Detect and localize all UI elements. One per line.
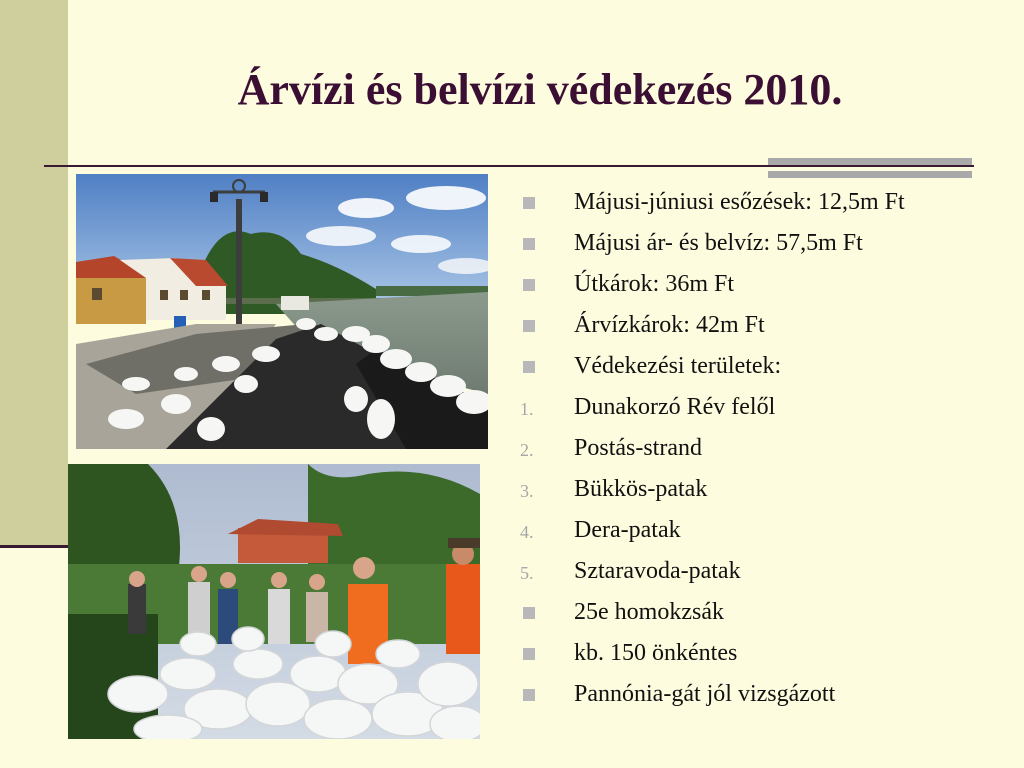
- numbered-item: [520, 469, 905, 510]
- list-item-text: Dunakorzó Rév felől: [574, 394, 776, 420]
- bullet-item: [520, 633, 905, 674]
- bullet-square-icon: [523, 361, 535, 373]
- list-item-text: Májusi-júniusi esőzések: 12,5m Ft: [574, 189, 905, 215]
- list-item-text: 25e homokzsák: [574, 599, 724, 625]
- photo-riverside-sandbags: [76, 174, 488, 449]
- bullet-square-icon: [523, 607, 535, 619]
- bullet-item: [520, 346, 905, 387]
- list-item-text: Útkárok: 36m Ft: [574, 271, 734, 297]
- bullet-item: [520, 674, 905, 715]
- list-item-text: Sztaravoda-patak: [574, 558, 741, 584]
- slide-title: Árvízi és belvízi védekezés 2010.: [237, 65, 843, 114]
- numbered-item: [520, 428, 905, 469]
- bullet-square-icon: [523, 279, 535, 291]
- list-item-text: Postás-strand: [574, 435, 702, 461]
- list-item-text: Májusi ár- és belvíz: 57,5m Ft: [574, 230, 863, 256]
- photo-volunteers-sandbags: [68, 464, 480, 739]
- numbered-item: [520, 551, 905, 592]
- list-number: 2.: [520, 440, 534, 460]
- bullet-list: [520, 182, 905, 715]
- list-item-text: Bükkös-patak: [574, 476, 708, 502]
- bullet-square-icon: [523, 689, 535, 701]
- list-item-text: Pannónia-gát jól vizsgázott: [574, 681, 836, 707]
- accent-bars: [768, 158, 972, 178]
- list-number: 5.: [520, 563, 534, 583]
- list-number: 1.: [520, 399, 534, 419]
- bullet-item: [520, 592, 905, 633]
- bullet-square-icon: [523, 238, 535, 250]
- bullet-square-icon: [523, 648, 535, 660]
- sidebar-divider: [0, 545, 68, 548]
- list-number: 3.: [520, 481, 534, 501]
- bullet-item: [520, 182, 905, 223]
- list-item-text: kb. 150 önkéntes: [574, 640, 738, 666]
- list-item-text: Dera-patak: [574, 517, 681, 543]
- bullet-item: [520, 264, 905, 305]
- list-item-text: Védekezési területek:: [574, 353, 782, 379]
- numbered-item: [520, 510, 905, 551]
- list-number: 4.: [520, 522, 534, 542]
- bullet-item: [520, 223, 905, 264]
- bullet-square-icon: [523, 197, 535, 209]
- bullet-item: [520, 305, 905, 346]
- bullet-square-icon: [523, 320, 535, 332]
- list-item-text: Árvízkárok: 42m Ft: [574, 312, 765, 338]
- numbered-item: [520, 387, 905, 428]
